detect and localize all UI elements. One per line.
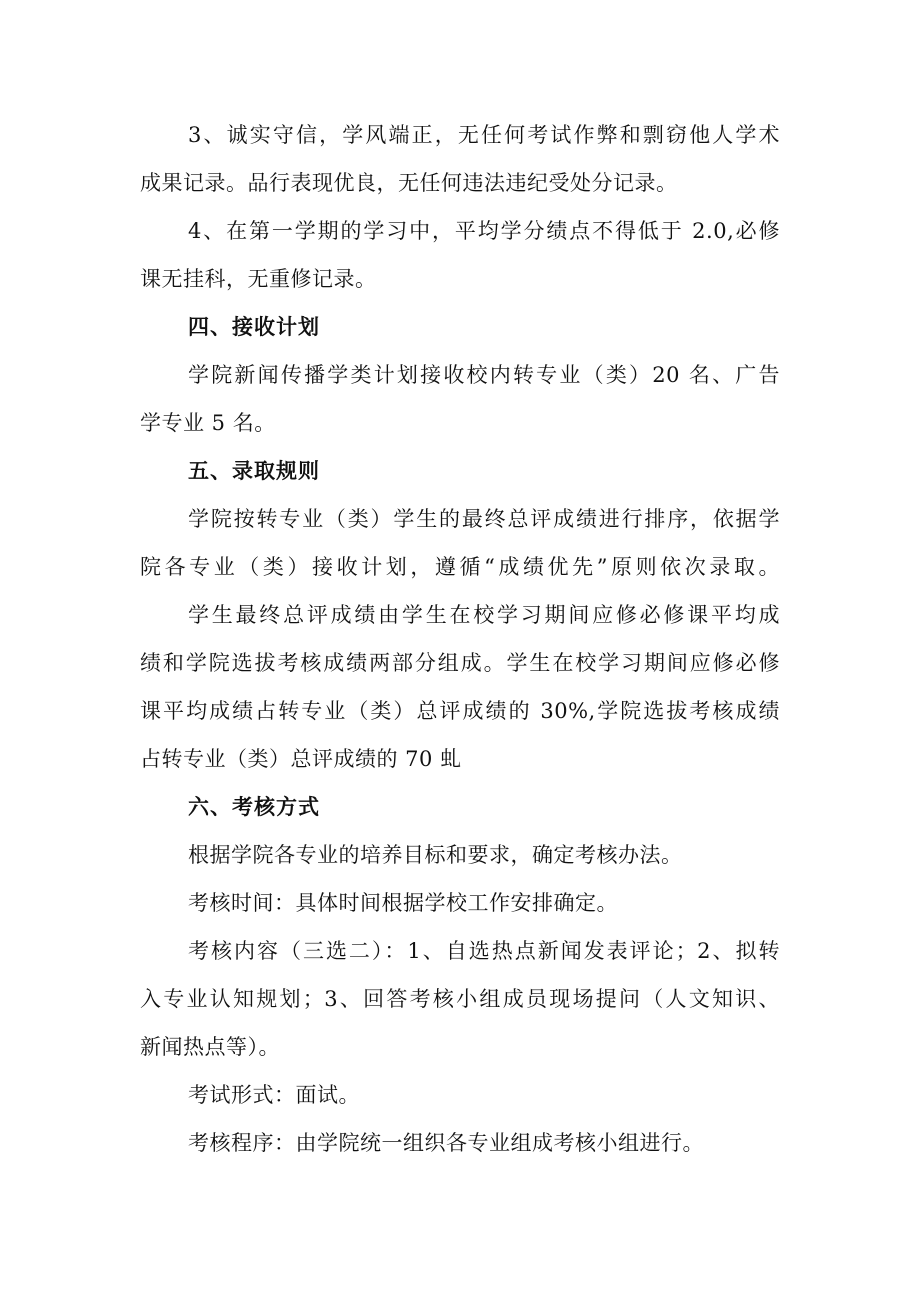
section-5-paragraph-2-line-1: 学生最终总评成绩由学生在校学习期间应修必修课平均成: [188, 603, 780, 627]
item-3-line-1: 3、诚实守信，学风端正，无任何考试作弊和剽窃他人学术: [188, 123, 780, 147]
section-5-paragraph-2-line-4: 占转专业（类）总评成绩的 70 虬: [140, 747, 462, 771]
section-6-paragraph-3-line-3: 新闻热点等）。: [140, 1035, 280, 1059]
item-4-line-2: 课无挂科，无重修记录。: [140, 267, 377, 291]
section-5-paragraph-2-line-2: 绩和学院选拔考核成绩两部分组成。学生在校学习期间应修必修: [140, 651, 780, 675]
section-6-paragraph-1: 根据学院各专业的培养目标和要求，确定考核办法。: [188, 843, 683, 867]
section-4-paragraph-line-2: 学专业 5 名。: [140, 411, 276, 435]
section-5-paragraph-1-line-2: 院各专业（类）接收计划，遵循“成绩优先”原则依次录取。: [140, 555, 780, 579]
section-6-paragraph-5: 考核程序：由学院统一组织各专业组成考核小组进行。: [188, 1131, 704, 1155]
section-6-paragraph-3-line-2: 入专业认知规划；3、回答考核小组成员现场提问（人文知识、: [140, 987, 780, 1011]
section-6-paragraph-4: 考试形式：面试。: [188, 1083, 360, 1107]
item-3-line-2: 成果记录。品行表现优良，无任何违法违纪受处分记录。: [140, 171, 678, 195]
section-6-paragraph-2: 考核时间：具体时间根据学校工作安排确定。: [188, 891, 618, 915]
section-5-paragraph-1-line-1: 学院按转专业（类）学生的最终总评成绩进行排序，依据学: [188, 507, 780, 531]
section-5-paragraph-2-line-3: 课平均成绩占转专业（类）总评成绩的 30%,学院选拔考核成绩: [140, 699, 780, 723]
section-4-heading: 四、接收计划: [188, 315, 320, 339]
section-6-paragraph-3-line-1: 考核内容（三选二）：1、自选热点新闻发表评论；2、拟转: [188, 939, 780, 963]
section-4-paragraph-line-1: 学院新闻传播学类计划接收校内转专业（类）20 名、广告: [188, 363, 780, 387]
section-6-heading: 六、考核方式: [188, 795, 320, 819]
item-4-line-1: 4、在第一学期的学习中，平均学分绩点不得低于 2.0,必修: [188, 219, 780, 243]
section-5-heading: 五、录取规则: [188, 459, 320, 483]
